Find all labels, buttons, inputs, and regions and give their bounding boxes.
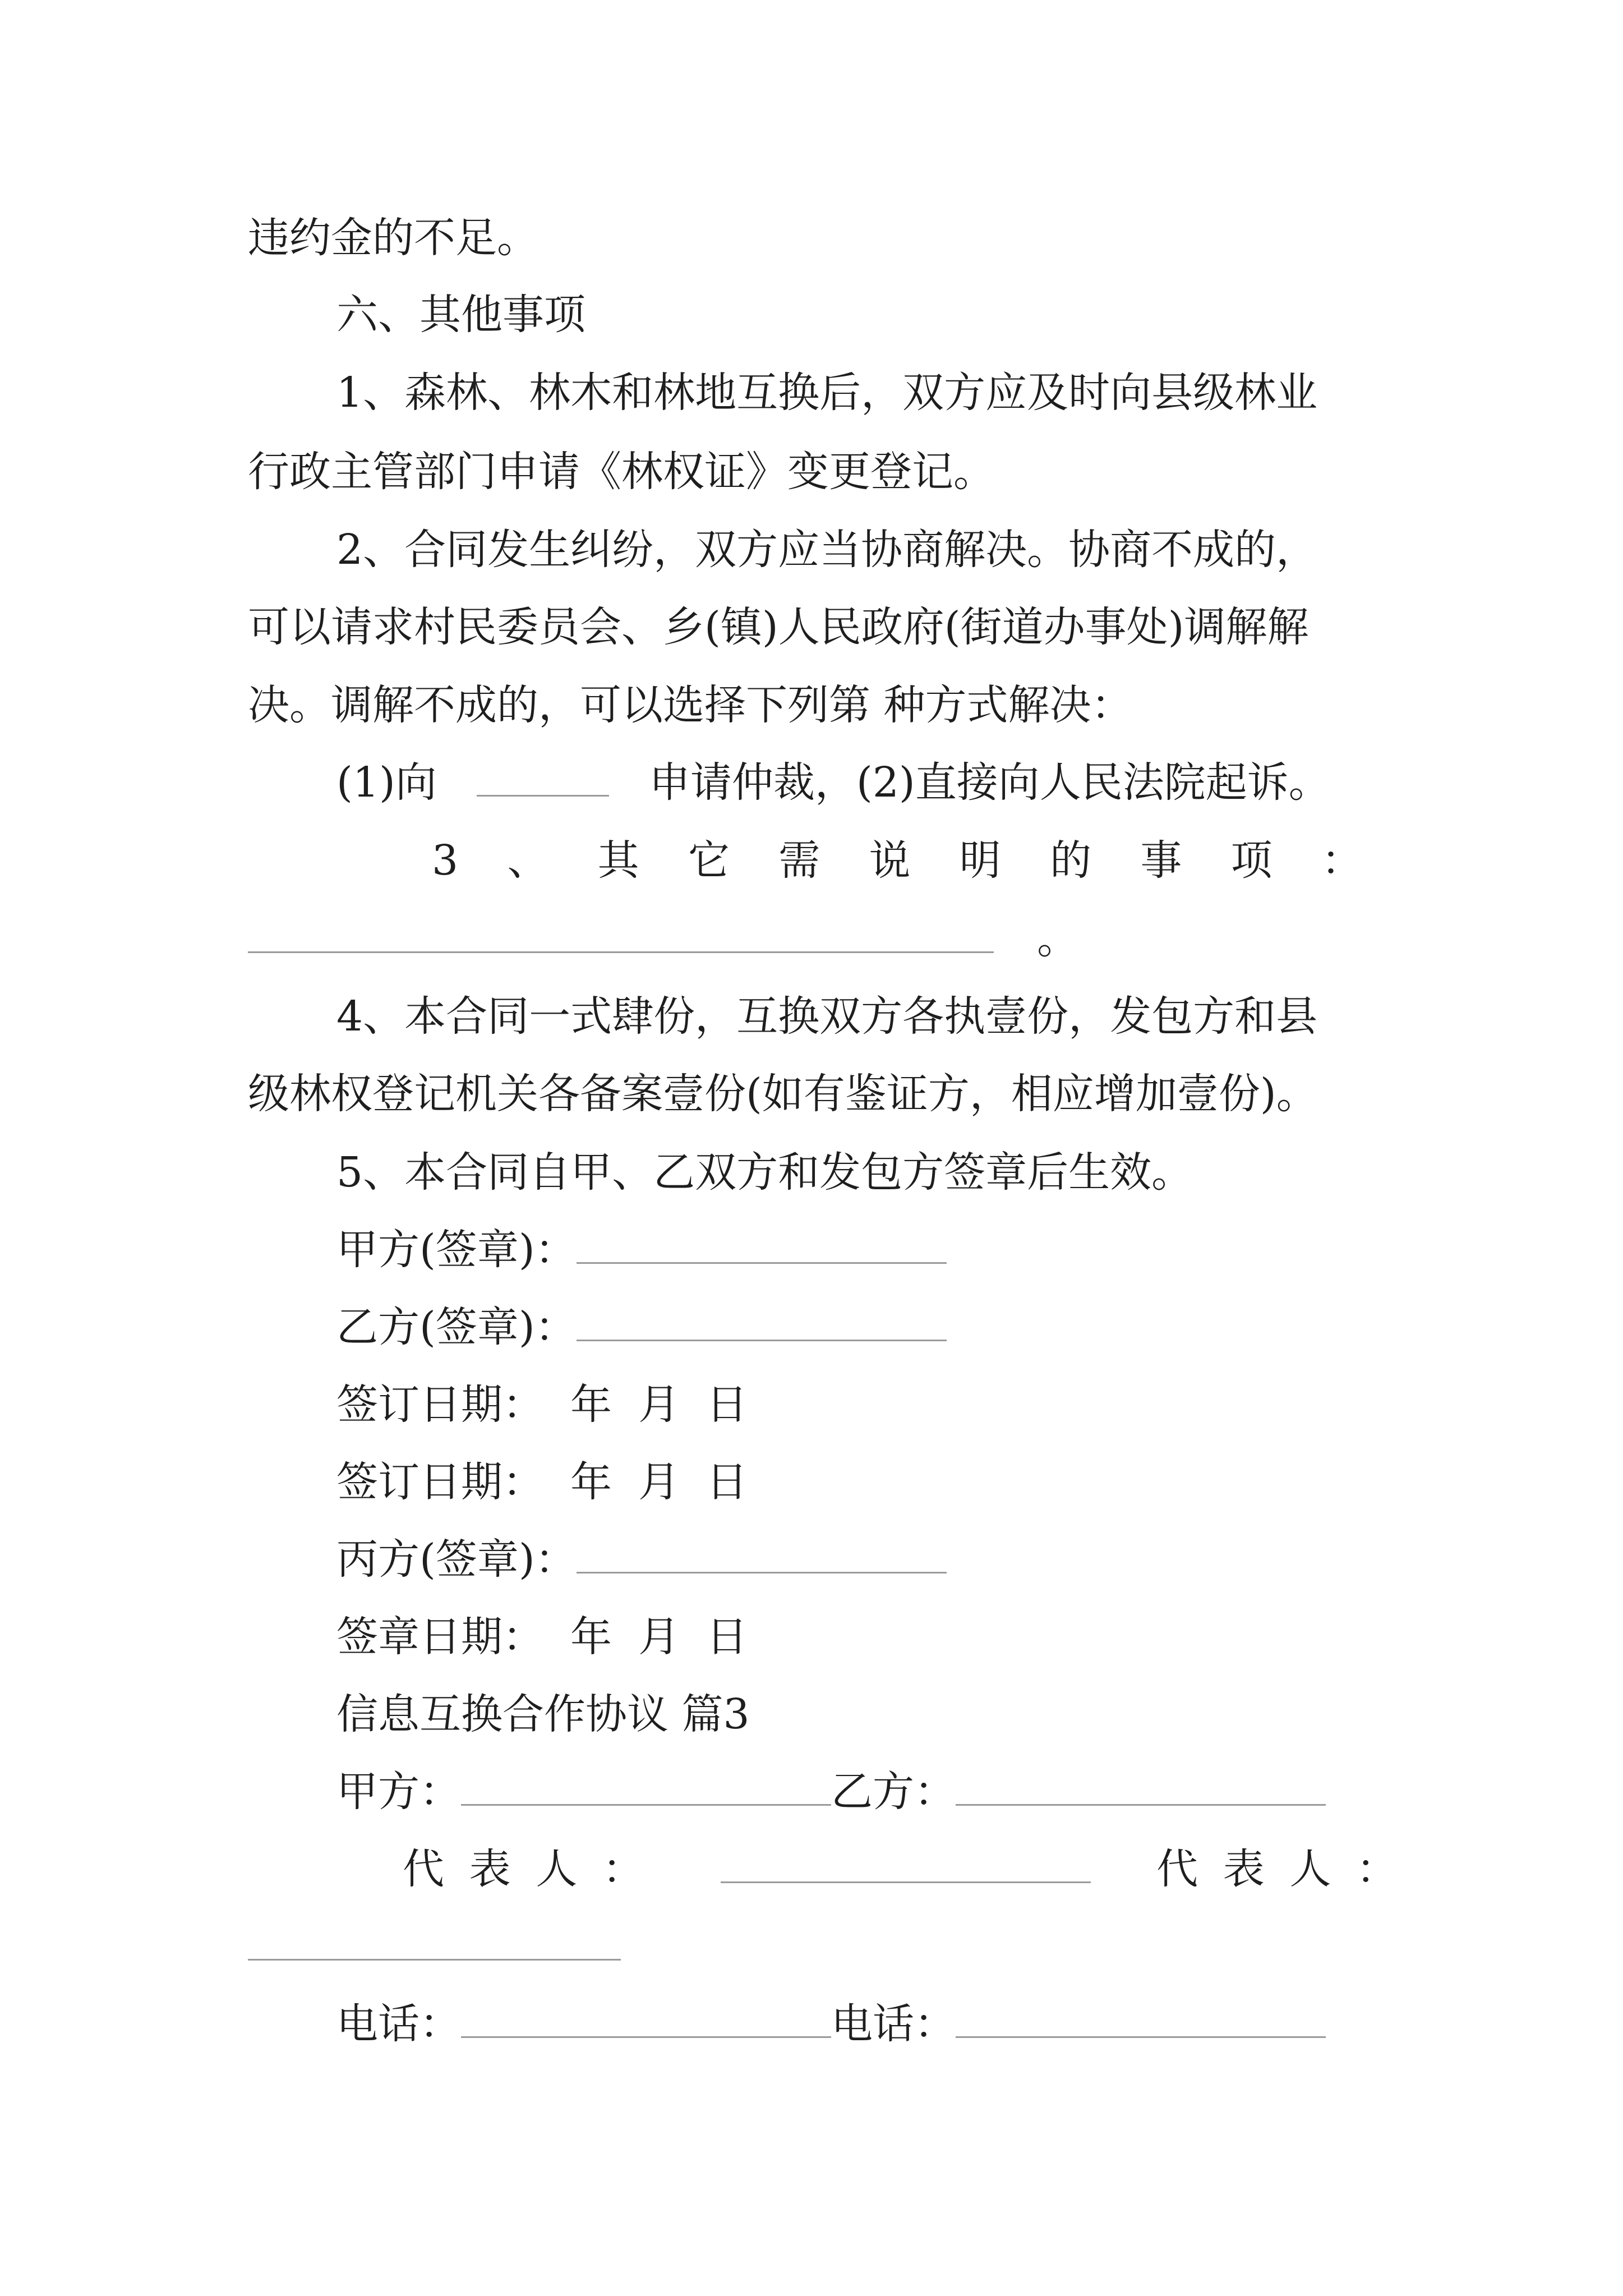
item-1-line-1: 1、森林、林木和林地互换后，双方应及时向县级林业 — [336, 369, 1318, 417]
rep-a-blank — [721, 1848, 1091, 1883]
party-b-sign-label: 乙方(签章)： — [336, 1303, 577, 1351]
rep-a-label — [403, 1841, 644, 1897]
sign-date-2: 签订日期： 年 月 日 — [336, 1458, 748, 1506]
other-matters-blank — [248, 918, 994, 953]
item-3-char: 明 — [959, 836, 1001, 885]
item-3-line — [432, 832, 1363, 889]
paragraph-continuation: 违约金的不足。 — [248, 214, 538, 262]
seal-date: 签章日期： 年 月 日 — [336, 1613, 748, 1661]
item-3-char: 项 — [1230, 836, 1272, 885]
phones-line — [336, 1996, 1464, 2052]
party-c-sign-blank — [577, 1538, 947, 1573]
party-a-label: 甲方： — [336, 1768, 461, 1816]
party-b-label: 乙方： — [831, 1768, 956, 1816]
rep-a-char: ： — [602, 1845, 644, 1893]
rep-b-char: 人 — [1289, 1845, 1331, 1893]
item-3-period: 。 — [1037, 915, 1079, 963]
rep-b-char: ： — [1356, 1845, 1398, 1893]
option-1-text: (1)向 — [336, 758, 437, 807]
rep-b-label — [1156, 1841, 1398, 1897]
party-a-blank — [461, 1770, 831, 1806]
rep-b-blank — [248, 1925, 621, 1961]
section-heading-other: 六、其他事项 — [336, 291, 585, 339]
item-2-line-2: 可以请求村民委员会、乡(镇)人民政府(街道办事处)调解解 — [248, 603, 1309, 651]
item-3-char: 、 — [507, 836, 549, 885]
item-3-char: 需 — [778, 836, 820, 885]
party-a-signature — [336, 1222, 1464, 1278]
phone-a-label: 电话： — [336, 2000, 461, 2048]
option-2-text: 申请仲裁，(2)直接向人民法院起诉。 — [648, 758, 1330, 807]
phone-b-blank — [956, 2003, 1326, 2038]
party-b-sign-blank — [577, 1306, 947, 1341]
representatives-line — [403, 1841, 1398, 1897]
sign-date-1: 签订日期： 年 月 日 — [336, 1381, 748, 1429]
item-3-char: 它 — [688, 836, 730, 885]
rep-a-char: 人 — [536, 1845, 578, 1893]
party-a-sign-blank — [577, 1228, 947, 1264]
rep-b-char: 代 — [1156, 1845, 1198, 1893]
item-3-char: 3 — [432, 836, 459, 885]
item-2-line-3: 决。调解不成的，可以选择下列第 种方式解决： — [248, 681, 1133, 729]
section-title-3: 信息互换合作协议 篇3 — [336, 1690, 750, 1738]
party-b-signature — [336, 1299, 1464, 1355]
rep-b-char: 表 — [1223, 1845, 1265, 1893]
item-4-line-1: 4、本合同一式肆份，互换双方各执壹份，发包方和县 — [336, 992, 1318, 1041]
item-1-line-2: 行政主管部门申请《林权证》变更登记。 — [248, 448, 995, 496]
item-3-char: 事 — [1140, 836, 1182, 885]
item-3-char: 说 — [869, 836, 911, 885]
party-a-sign-label: 甲方(签章)： — [336, 1226, 577, 1274]
item-3-char: 的 — [1050, 836, 1092, 885]
item-2-line-1: 2、合同发生纠纷，双方应当协商解决。协商不成的， — [336, 526, 1318, 574]
phone-b-label: 电话： — [831, 2000, 956, 2048]
arbitration-blank — [477, 761, 609, 797]
item-5: 5、本合同自甲、乙双方和发包方签章后生效。 — [336, 1148, 1193, 1197]
phone-a-blank — [461, 2003, 831, 2038]
rep-a-char: 代 — [403, 1845, 444, 1893]
rep-a-char: 表 — [469, 1845, 511, 1893]
item-3-char: 其 — [597, 836, 639, 885]
item-3-blank-line — [248, 911, 1375, 967]
rep-b-blank-line — [248, 1918, 1375, 1975]
item-3-char: ： — [1321, 836, 1363, 885]
party-b-blank — [956, 1770, 1326, 1806]
party-c-signature — [336, 1531, 1464, 1588]
item-2-options — [336, 754, 1464, 811]
party-c-sign-label: 丙方(签章)： — [336, 1535, 577, 1584]
parties-line — [336, 1764, 1464, 1820]
item-4-line-2: 级林权登记机关各备案壹份(如有鉴证方，相应增加壹份)。 — [248, 1070, 1318, 1118]
